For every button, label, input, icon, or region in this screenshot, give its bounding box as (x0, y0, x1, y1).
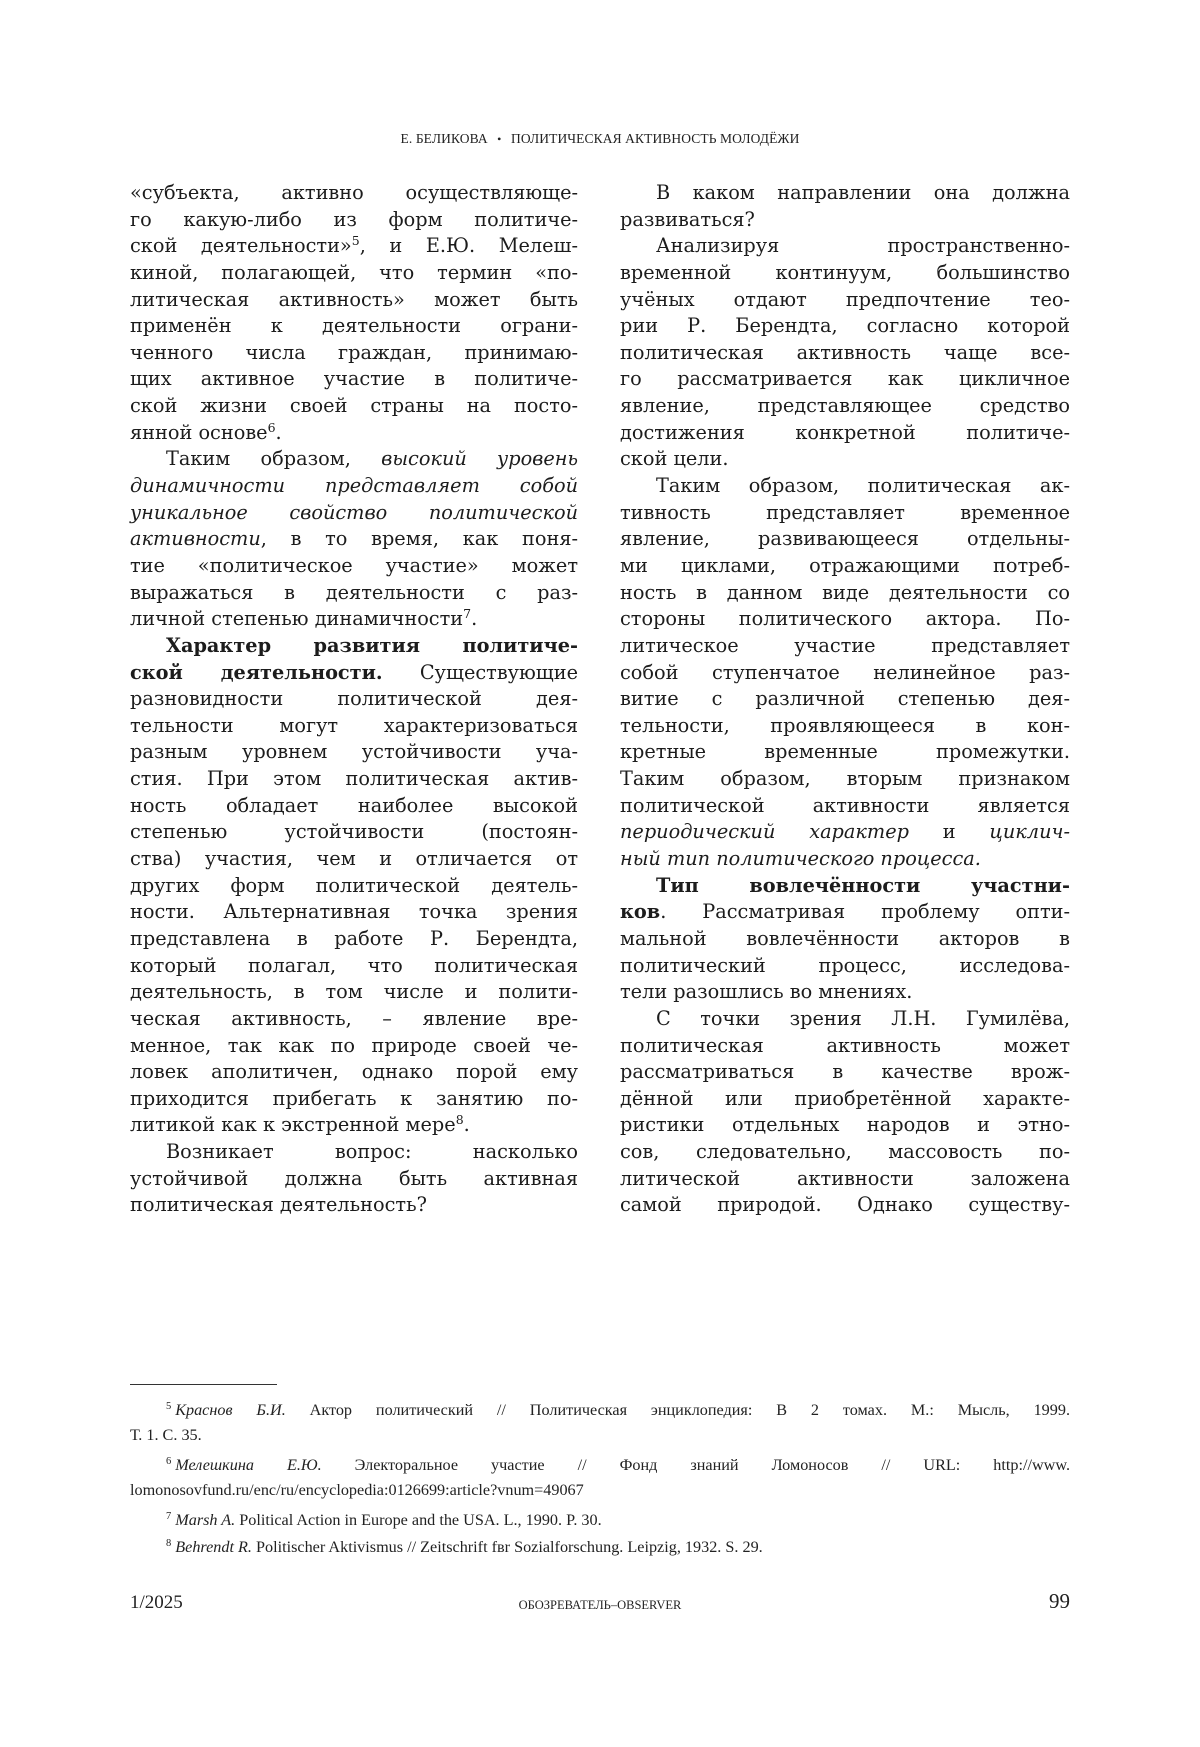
text-line: янной основе$^6$. (130, 419, 282, 444)
text-line: периодический характер и циклич- (620, 820, 1070, 844)
paragraph-dynamism (130, 446, 578, 632)
footnote-divider (130, 1384, 277, 1385)
emphasis: периодический характер (620, 820, 909, 844)
text-line: политический процесс, исследова- (620, 953, 1070, 977)
text-line: приходится прибегать к занятию по- (130, 1086, 578, 1110)
header-author: Е. БЕЛИКОВА (400, 131, 488, 146)
footnote-ref-5[interactable]: 5 (351, 233, 360, 249)
text-line: личной степенью динамичности$^7$. (130, 606, 478, 631)
text-line: устойчивой должна быть активная (130, 1166, 578, 1190)
footnote-author: Marsh A. (175, 1511, 236, 1529)
text-line: мальной вовлечённости акторов в (620, 926, 1070, 950)
text-line: дённой или приобретённой характе- (620, 1086, 1070, 1110)
footnote-number: 5 (166, 1401, 172, 1412)
text-line: развиваться? (620, 207, 755, 231)
text-line: политическая активность чаще все- (620, 340, 1070, 364)
section-heading: Характер развития политиче- (166, 633, 578, 657)
emphasis-line: уникальное свойство политической (130, 500, 578, 524)
text-line: тельности, проявляющееся в кон- (620, 713, 1070, 737)
text-line: кретные временные промежутки. (620, 740, 1070, 764)
emphasis: активности (130, 527, 261, 551)
footnote-author: Краснов Б.И. (175, 1401, 286, 1419)
text-line: «субъекта, активно осуществляюще- (130, 181, 578, 204)
text-line: ности. Альтернативная точка зрения (130, 900, 578, 924)
text-line: литическая активность» может быть (130, 287, 578, 311)
paragraph-continued (130, 180, 578, 446)
footnote-text: Т. 1. С. 35. (130, 1426, 202, 1444)
text-line: политической активности является (620, 793, 1070, 817)
text-line: Анализируя пространственно- (656, 234, 1070, 258)
paragraph-question (130, 1139, 578, 1219)
text-line: ческая активность, – явление вре- (130, 1006, 578, 1030)
text-line: рассматриваться в качестве врож- (620, 1060, 1070, 1084)
text-line: явление, развивающееся отдельны- (620, 527, 1070, 551)
text-line: самой природой. Однако существу- (620, 1193, 1070, 1217)
running-header (0, 131, 1200, 147)
text-line: Таким образом, вторым признаком (620, 767, 1070, 791)
text-line: го рассматривается как цикличное (620, 367, 1070, 391)
footnote-7 (130, 1508, 1070, 1533)
text-line: ской жизни своей страны на посто- (130, 394, 578, 418)
right-column (620, 180, 1070, 1219)
text-line: С точки зрения Л.Н. Гумилёва, (656, 1006, 1070, 1030)
text-line: разновидности политической дея- (130, 687, 578, 711)
footnote-5 (130, 1398, 1070, 1448)
paragraph-involvement-type (620, 873, 1070, 1006)
text-line: тие «политическое участие» может (130, 553, 578, 577)
text-line: ловек аполитичен, однако порой ему (130, 1060, 578, 1084)
footnote-url[interactable]: lomonosovfund.ru/enc/ru/encyclopedia:0126699:article?vnum=49067 (130, 1481, 584, 1499)
text-line: ской деятельности»$^5$, и Е.Ю. Мелеш- (130, 233, 578, 258)
header-title: ПОЛИТИЧЕСКАЯ АКТИВНОСТЬ МОЛОДЁЖИ (510, 131, 800, 146)
text-line: политическая деятельность? (130, 1193, 427, 1217)
section-heading: Тип вовлечённости участни- (656, 873, 1070, 897)
footnote-text: Political Action in Europe and the USA. L., 1990. P. 30. (235, 1511, 602, 1529)
text-line: литической активности заложена (620, 1166, 1070, 1190)
text-line: активности, в то время, как поня- (130, 527, 578, 551)
text-line: стия. При этом политическая актив- (130, 767, 578, 791)
section-heading: ков (620, 900, 661, 924)
footnote-ref-7[interactable]: 7 (463, 606, 472, 622)
text-line: ченного числа граждан, принимаю- (130, 340, 578, 364)
footnote-ref-6[interactable]: 6 (267, 419, 276, 435)
text-line: достижения конкретной политиче- (620, 420, 1070, 444)
paragraph-gumilev (620, 1006, 1070, 1219)
text-line: менное, так как по природе своей че- (130, 1033, 578, 1057)
text-line: киной, полагающей, что термин «по- (130, 260, 578, 284)
text-line: собой ступенчатое нелинейное раз- (620, 660, 1070, 684)
text-line: который полагал, что политическая (130, 953, 578, 977)
text-line: учёных отдают предпочтение тео- (620, 287, 1070, 311)
text-line: витие с различной степенью дея- (620, 687, 1070, 711)
text-line: литикой как к экстренной мере$^8$. (130, 1112, 470, 1137)
footnote-8 (130, 1535, 1070, 1560)
text-line: применён к деятельности ограни- (130, 314, 578, 338)
text-line: политическая активность может (620, 1033, 1070, 1057)
footnote-text: Электоральное участие // Фонд знаний Ломоносов // URL: http://www. (321, 1456, 1071, 1474)
text-line: ность в данном виде деятельности со (620, 580, 1070, 604)
text-line: сов, следовательно, массовость по- (620, 1140, 1070, 1164)
text-line: рии Р. Берендта, согласно которой (620, 314, 1070, 338)
text-line: явление, представляющее средство (620, 394, 1070, 418)
emphasis-line: динамичности представляет собой (130, 474, 578, 498)
paragraph-direction (620, 180, 1070, 233)
text-line: Возникает вопрос: насколько (166, 1140, 578, 1164)
text-line: временной континуум, большинство (620, 260, 1070, 284)
text-line: Таким образом, политическая ак- (656, 474, 1070, 498)
paragraph-character-of-development (130, 633, 578, 1139)
footnote-6 (130, 1453, 1070, 1503)
journal-name: ОБОЗРЕВАТЕЛЬ–OBSERVER (518, 1598, 682, 1612)
section-heading: ской деятельности. (130, 660, 383, 684)
emphasis: высокий уровень (381, 447, 579, 471)
text-line: литическое участие представляет (620, 633, 1070, 657)
footnote-author: Behrendt R. (175, 1538, 252, 1556)
text-line: ность обладает наиболее высокой (130, 793, 578, 817)
text-line: ской цели. (620, 447, 729, 471)
text-line: ства) участия, чем и отличается от (130, 847, 578, 871)
emphasis: циклич- (989, 820, 1070, 844)
footnote-number: 7 (166, 1511, 172, 1522)
left-column (130, 180, 578, 1219)
paragraph-cyclicity (620, 473, 1070, 873)
text-line: степенью устойчивости (постоян- (130, 820, 578, 844)
text-line: тельности могут характеризоваться (130, 713, 578, 737)
text-line: ристики отдельных народов и этно- (620, 1113, 1070, 1137)
text-line: стороны политического актора. По- (620, 607, 1070, 631)
footnote-number: 8 (166, 1538, 172, 1549)
paragraph-continuum (620, 233, 1070, 473)
footnote-text: Politischer Aktivismus // Zeitschrift fвr Sozialforschung. Leipzig, 1932. S. 29. (251, 1538, 763, 1556)
text-line: тели разошлись во мнениях. (620, 980, 913, 1004)
text-line: Таким образом, высокий уровень (166, 447, 579, 471)
emphasis-line: ный тип политического процесса. (620, 847, 981, 871)
text-line: выражаться в деятельности с раз- (130, 580, 578, 604)
text-line: ков. Рассматривая проблему опти- (620, 900, 1070, 924)
footnote-text: Актор политический // Политическая энциклопедия: В 2 томах. М.: Мысль, 1999. (285, 1401, 1070, 1419)
header-separator: • (497, 132, 502, 146)
page-number: 99 (1049, 1589, 1070, 1613)
text-line: других форм политической деятель- (130, 873, 578, 897)
footnote-ref-8[interactable]: 8 (455, 1112, 464, 1128)
text-line: деятельность, в том числе и полити- (130, 980, 578, 1004)
text-line: ми циклами, отражающими потреб- (620, 553, 1070, 577)
issue-number: 1/2025 (130, 1592, 183, 1613)
text-line: В каком направлении она должна (656, 181, 1070, 204)
footnote-author: Мелешкина Е.Ю. (175, 1456, 322, 1474)
text-line: ской деятельности. Существующие (130, 660, 578, 684)
text-line: тивность представляет временное (620, 500, 1070, 524)
text-line: щих активное участие в политиче- (130, 367, 578, 391)
text-line: представлена в работе Р. Берендта, (130, 926, 578, 950)
footnote-number: 6 (166, 1456, 172, 1467)
text-line: го какую-либо из форм политиче- (130, 207, 578, 231)
text-line: разным уровнем устойчивости уча- (130, 740, 578, 764)
